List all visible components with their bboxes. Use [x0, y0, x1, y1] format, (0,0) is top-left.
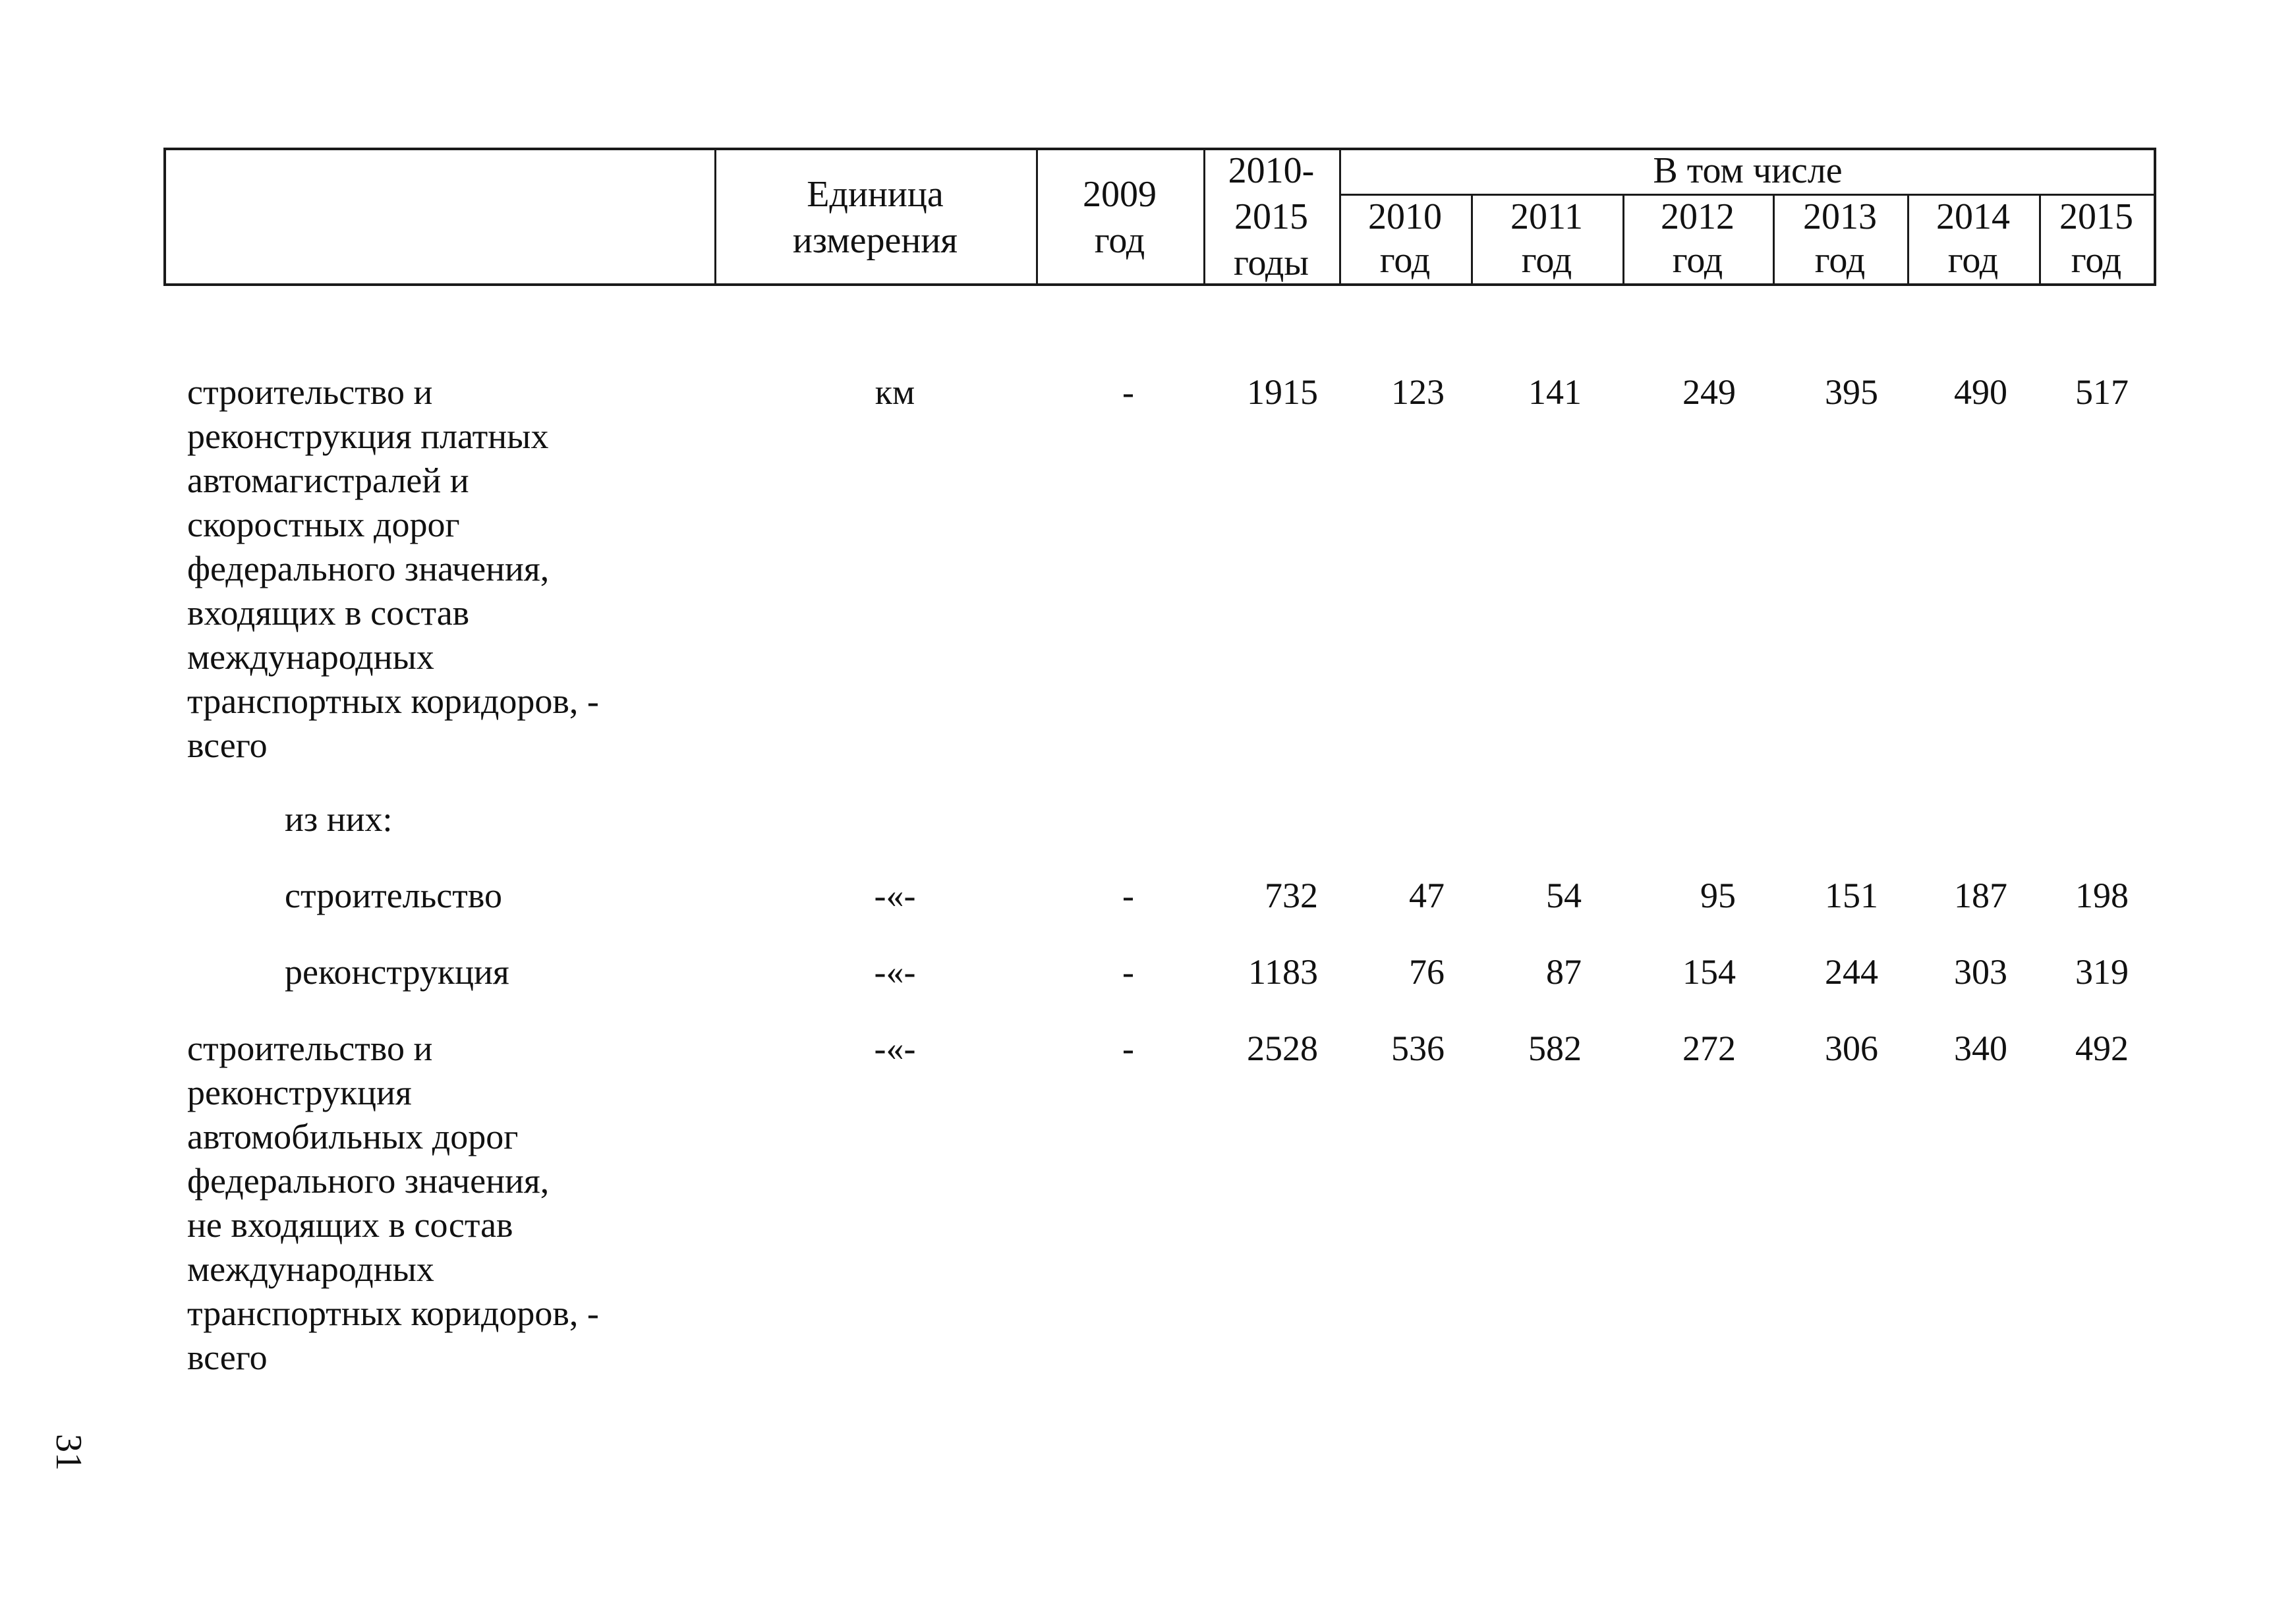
- row-value: 154: [1682, 952, 1736, 992]
- row-value: 536: [1391, 1029, 1445, 1068]
- row-value: 582: [1528, 1029, 1582, 1068]
- row-unit: -«-: [874, 952, 916, 992]
- row-value: 141: [1528, 372, 1582, 412]
- row-value: 340: [1954, 1029, 2007, 1068]
- row-value: 492: [2075, 1029, 2129, 1068]
- year-header-word: год: [1672, 240, 1723, 281]
- row-label: строительство и реконструкция автомобильных дорог федерального значения, не входящих в состав международных транспортных коридоров, - всего: [187, 1029, 599, 1377]
- year-header-word: год: [2071, 240, 2122, 281]
- page-number: 31: [48, 1434, 89, 1471]
- year-header-word: год: [1379, 240, 1431, 281]
- row-total: 1183: [1248, 952, 1318, 992]
- row-value: 76: [1409, 952, 1445, 992]
- row-value: 47: [1409, 876, 1445, 915]
- row-value: 187: [1954, 876, 2007, 915]
- year-header: 2015: [2059, 196, 2133, 237]
- year-2009-header: 2009 год: [1083, 174, 1157, 261]
- row-2009: -: [1122, 372, 1134, 412]
- row-total: 1915: [1247, 372, 1318, 412]
- row-value: 490: [1954, 372, 2007, 412]
- subheading: из них:: [285, 799, 393, 839]
- row-unit: -«-: [874, 1029, 916, 1068]
- header-left-border: [163, 148, 166, 286]
- row-total: 732: [1265, 876, 1318, 915]
- row-value: 151: [1825, 876, 1878, 915]
- year-header: 2011: [1510, 196, 1583, 237]
- year-header-word: год: [1814, 240, 1866, 281]
- year-header: 2012: [1661, 196, 1735, 237]
- year-header-word: год: [1947, 240, 1999, 281]
- row-label: строительство: [285, 876, 502, 915]
- row-2009: -: [1122, 876, 1134, 915]
- row-2009: -: [1122, 1029, 1134, 1068]
- row-value: 303: [1954, 952, 2007, 992]
- row-value: 517: [2075, 372, 2129, 412]
- year-header-word: год: [1521, 240, 1572, 281]
- table-header: [163, 148, 2156, 286]
- row-label: реконструкция: [285, 952, 509, 992]
- year-header: 2013: [1803, 196, 1877, 237]
- unit-header: Единица измерения: [792, 174, 958, 261]
- year-header: 2010: [1368, 196, 1442, 237]
- row-value: 198: [2075, 876, 2129, 915]
- group-header: В том числе: [1653, 150, 1843, 191]
- row-value: 395: [1825, 372, 1878, 412]
- row-value: 95: [1700, 876, 1736, 915]
- header-bottom-border: [163, 283, 2156, 286]
- row-value: 306: [1825, 1029, 1878, 1068]
- row-value: 54: [1546, 876, 1582, 915]
- row-label: строительство и реконструкция платных автомагистралей и скоростных дорог федерального значения, входящих в состав международных транспортных коридоров, - всего: [187, 372, 599, 765]
- row-unit: -«-: [874, 876, 916, 915]
- row-unit: км: [875, 372, 915, 412]
- total-period-header: 2010- 2015 годы: [1228, 150, 1315, 283]
- row-2009: -: [1122, 952, 1134, 992]
- row-value: 249: [1682, 372, 1736, 412]
- year-header: 2014: [1936, 196, 2010, 237]
- row-value: 272: [1682, 1029, 1736, 1068]
- row-value: 87: [1546, 952, 1582, 992]
- row-value: 319: [2075, 952, 2129, 992]
- row-value: 244: [1825, 952, 1878, 992]
- row-value: 123: [1391, 372, 1445, 412]
- row-total: 2528: [1247, 1029, 1318, 1068]
